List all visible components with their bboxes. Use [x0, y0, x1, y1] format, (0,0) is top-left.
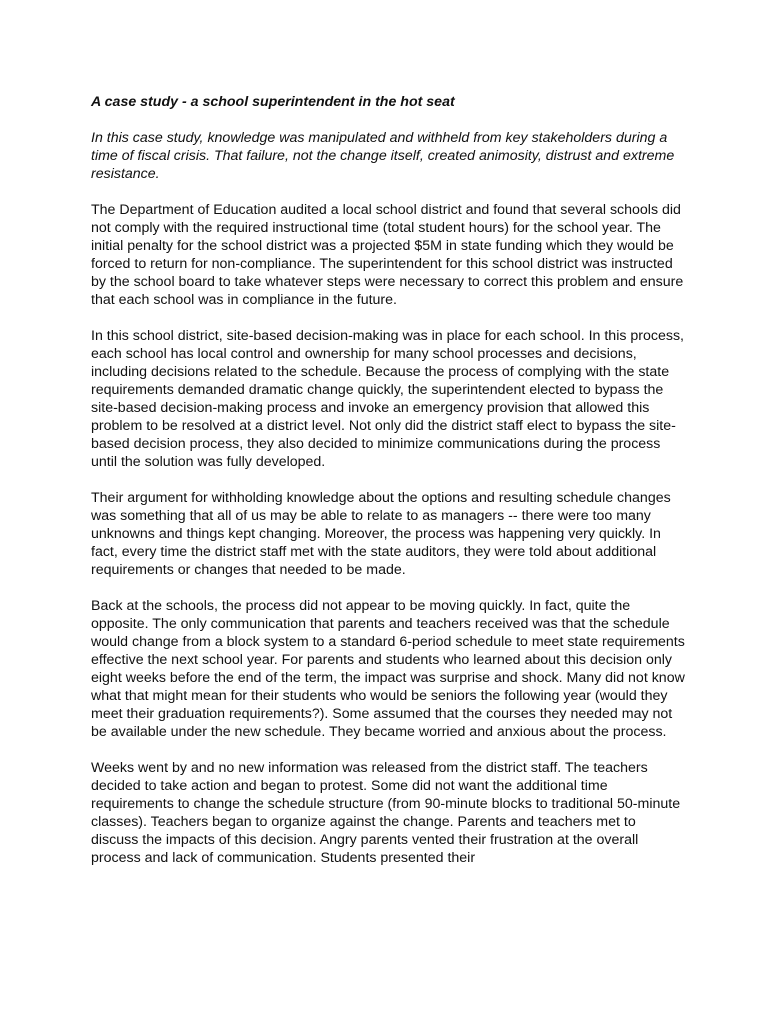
- body-paragraph-5: Weeks went by and no new information was released from the district staff. The teachers decided to take action and began to protest. Some did not want the additional time requirements to change the schedule structure (from 90-minute blocks to traditional 50-minute classes). Teachers began to organize against the change. Parents and teachers met to discuss the impacts of this decision. Angry parents vented their frustration at the overall process and lack of communication. Students presented their: [91, 760, 681, 866]
- document-title: A case study - a school superintendent in the hot seat: [91, 94, 455, 110]
- document-page: [91, 93, 685, 885]
- intro-paragraph: In this case study, knowledge was manipulated and withheld from key stakeholders during a time of fiscal crisis. That failure, not the change itself, created animosity, distrust and extreme resistance.: [91, 130, 675, 182]
- body-paragraph-3: Their argument for withholding knowledge about the options and resulting schedule changes was something that all of us may be able to relate to as managers -- there were too many unknowns and things kept changing. Moreover, the process was happening very quickly. In fact, every time the district staff met with the state auditors, they were told about additional requirements or changes that needed to be made.: [91, 490, 671, 578]
- body-paragraph-4: Back at the schools, the process did not appear to be moving quickly. In fact, quite the opposite. The only communication that parents and teachers received was that the schedule would change from a block system to a standard 6-period schedule to meet state requirements effective the next school year. For parents and students who learned about this decision only eight weeks before the end of the term, the impact was surprise and shock. Many did not know what that might mean for their students who would be seniors the following year (would they meet their graduation requirements?). Some assumed that the courses they needed may not be available under the new schedule. They became worried and anxious about the process.: [91, 598, 685, 740]
- body-paragraph-2: In this school district, site-based decision-making was in place for each school. In this process, each school has local control and ownership for many school processes and decisions, including decisions related to the schedule. Because the process of complying with the state requirements demanded dramatic change quickly, the superintendent elected to bypass the site-based decision-making process and invoke an emergency provision that allowed this problem to be resolved at a district level. Not only did the district staff elect to bypass the site-based decision process, they also decided to minimize communications during the process until the solution was fully developed.: [91, 328, 685, 470]
- body-paragraph-1: The Department of Education audited a local school district and found that several schools did not comply with the required instructional time (total student hours) for the school year. The initial penalty for the school district was a projected $5M in state funding which they would be forced to return for non-compliance. The superintendent for this school district was instructed by the school board to take whatever steps were necessary to correct this problem and ensure that each school was in compliance in the future.: [91, 202, 684, 308]
